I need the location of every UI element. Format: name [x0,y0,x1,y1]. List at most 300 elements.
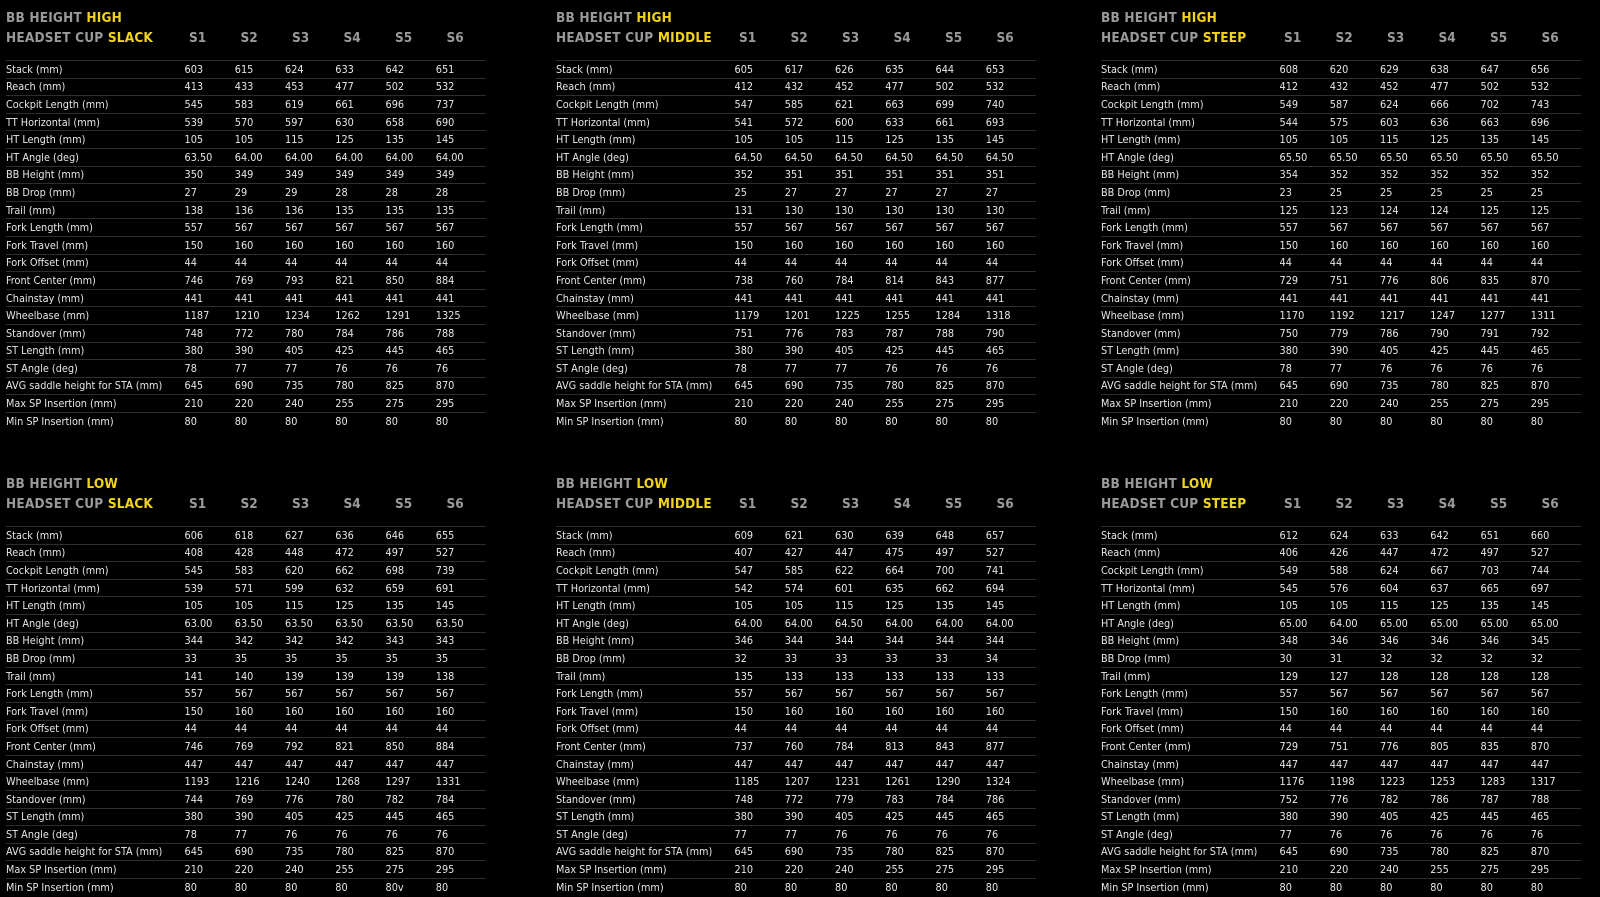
row-label: Fork Length (mm) [6,687,93,701]
cell-value: 784 [835,739,854,753]
headset-cup-value: MIDDLE [657,30,712,46]
cell-value: 567 [1530,687,1550,701]
cell-value: 77 [1279,827,1292,841]
cell-value: 690 [435,115,455,129]
cell-value: 65.00 [1480,616,1509,630]
cell-value: 884 [435,739,455,753]
cell-value: 160 [784,704,804,718]
cell-value: 835 [1480,273,1500,287]
row-label: Cockpit Length (mm) [1101,97,1204,111]
size-column-header: S3 [1387,496,1405,512]
cell-value: 63.50 [234,616,263,630]
cell-value: 619 [285,97,304,111]
cell-value: 567 [1430,221,1449,235]
geometry-table [1101,472,1581,895]
cell-value: 445 [385,810,405,824]
cell-value: 744 [1530,563,1550,577]
cell-value: 787 [1480,792,1500,806]
cell-value: 656 [1530,62,1550,76]
size-column-header: S1 [1284,30,1302,46]
table-row [6,649,486,667]
cell-value: 128 [1430,669,1449,683]
cell-value: 105 [784,133,804,147]
cell-value: 608 [1279,62,1299,76]
cell-value: 65.00 [1530,616,1559,630]
cell-value: 750 [1279,326,1299,340]
cell-value: 779 [835,792,854,806]
table-row [1101,113,1581,131]
table-row [556,60,1036,78]
cell-value: 44 [385,722,398,736]
cell-value: 44 [835,256,848,270]
cell-value: 349 [285,168,304,182]
cell-value: 125 [335,133,354,147]
cell-value: 447 [1380,546,1399,560]
cell-value: 738 [734,273,754,287]
cell-value: 160 [385,704,405,718]
table-header [556,472,1036,520]
cell-value: 557 [1279,221,1299,235]
cell-value: 780 [335,845,354,859]
cell-value: 1185 [734,775,760,789]
cell-value: 1262 [335,309,360,323]
cell-value: 624 [1329,528,1349,542]
cell-value: 870 [435,379,455,393]
cell-value: 1317 [1530,775,1556,789]
cell-value: 567 [885,221,904,235]
cell-value: 64.00 [335,150,364,164]
cell-value: 80 [784,414,798,428]
cell-value: 567 [835,221,854,235]
table-row [1101,254,1581,272]
bb-height-value: HIGH [1181,10,1217,26]
cell-value: 655 [435,528,455,542]
cell-value: 80 [784,880,798,894]
table-row [556,289,1036,307]
cell-value: 80 [1279,414,1292,428]
row-label: HT Angle (deg) [556,150,629,164]
cell-value: 790 [1430,326,1449,340]
cell-value: 452 [835,80,854,94]
cell-value: 465 [1530,810,1550,824]
table-row [1101,78,1581,96]
cell-value: 135 [935,133,955,147]
cell-value: 441 [935,291,955,305]
cell-value: 737 [435,97,455,111]
cell-value: 630 [835,528,854,542]
row-label: TT Horizontal (mm) [6,581,100,595]
cell-value: 557 [184,221,204,235]
cell-value: 275 [935,863,955,877]
cell-value: 477 [885,80,904,94]
row-label: Fork Offset (mm) [6,256,89,270]
cell-value: 760 [784,273,804,287]
cell-value: 425 [335,810,354,824]
cell-value: 576 [1329,581,1349,595]
cell-value: 447 [1380,757,1399,771]
cell-value: 447 [184,757,204,771]
cell-value: 77 [734,827,747,841]
cell-value: 35 [435,651,449,665]
table-row [6,201,486,219]
cell-value: 44 [385,256,398,270]
cell-value: 626 [835,62,854,76]
cell-value: 445 [1480,810,1500,824]
cell-value: 527 [435,546,455,560]
cell-value: 597 [285,115,304,129]
cell-value: 76 [1530,361,1544,375]
cell-value: 567 [385,221,405,235]
table-row [6,236,486,254]
headset-cup-label: HEADSET CUP SLACK [6,30,154,46]
cell-value: 33 [885,651,898,665]
cell-value: 44 [734,256,747,270]
cell-value: 125 [1279,203,1299,217]
cell-value: 642 [385,62,405,76]
cell-value: 380 [1279,810,1299,824]
cell-value: 870 [435,845,455,859]
cell-value: 502 [935,80,955,94]
row-label: ST Angle (deg) [556,827,628,841]
cell-value: 35 [335,651,348,665]
cell-value: 622 [835,563,854,577]
cell-value: 80 [935,414,948,428]
cell-value: 806 [1430,273,1449,287]
cell-value: 599 [285,581,304,595]
cell-value: 744 [184,792,204,806]
table-row [1101,684,1581,702]
row-label: BB Drop (mm) [6,651,76,665]
cell-value: 127 [1329,669,1349,683]
table-row [6,289,486,307]
cell-value: 567 [1530,221,1550,235]
cell-value: 425 [1430,810,1449,824]
cell-value: 567 [1430,687,1449,701]
cell-value: 452 [1380,80,1399,94]
headset-cup-label: HEADSET CUP STEEP [1101,30,1247,46]
cell-value: 80 [184,880,197,894]
cell-value: 618 [234,528,254,542]
cell-value: 76 [1430,827,1443,841]
cell-value: 64.50 [885,150,914,164]
cell-value: 78 [734,361,747,375]
cell-value: 843 [935,273,955,287]
size-column-header: S4 [343,30,361,46]
bb-height-label: BB HEIGHT HIGH [1101,10,1217,26]
cell-value: 80 [885,880,898,894]
cell-value: 130 [885,203,904,217]
cell-value: 821 [335,739,354,753]
cell-value: 65.00 [1279,616,1308,630]
cell-value: 760 [784,739,804,753]
cell-value: 653 [985,62,1005,76]
cell-value: 240 [285,863,304,877]
row-label: Chainstay (mm) [556,291,634,305]
cell-value: 1198 [1329,775,1355,789]
cell-value: 380 [184,344,204,358]
row-label: BB Drop (mm) [556,185,626,199]
size-column-header: S6 [996,496,1014,512]
cell-value: 1261 [885,775,910,789]
row-label: Max SP Insertion (mm) [556,397,667,411]
cell-value: 637 [1430,581,1449,595]
cell-value: 76 [985,827,999,841]
cell-value: 145 [985,133,1005,147]
size-header-row [1284,30,1593,46]
table-row [1101,394,1581,412]
cell-value: 425 [885,810,904,824]
cell-value: 624 [1380,97,1399,111]
row-label: AVG saddle height for STA (mm) [6,845,163,859]
row-label: BB Height (mm) [1101,168,1180,182]
row-label: Trail (mm) [6,669,56,683]
table-row [6,394,486,412]
cell-value: 160 [885,238,904,252]
cell-value: 752 [1279,792,1299,806]
cell-value: 412 [734,80,754,94]
cell-value: 746 [184,273,204,287]
bb-height-value: HIGH [636,10,672,26]
table-row [1101,306,1581,324]
cell-value: 545 [1279,581,1299,595]
table-row [556,78,1036,96]
cell-value: 64.50 [985,150,1014,164]
cell-value: 63.00 [184,616,213,630]
cell-value: 642 [1430,528,1449,542]
table-row [556,236,1036,254]
cell-value: 351 [935,168,955,182]
cell-value: 115 [835,599,854,613]
cell-value: 748 [734,792,754,806]
cell-value: 139 [285,669,304,683]
size-column-header: S4 [893,30,911,46]
cell-value: 76 [1530,827,1544,841]
cell-value: 80 [1380,880,1393,894]
row-label: BB Drop (mm) [1101,651,1171,665]
cell-value: 77 [285,361,298,375]
cell-value: 557 [1279,687,1299,701]
cell-value: 27 [184,185,197,199]
cell-value: 65.50 [1430,150,1459,164]
cell-value: 645 [184,845,204,859]
bb-height-label: BB HEIGHT LOW [6,476,118,492]
cell-value: 1253 [1430,775,1455,789]
cell-value: 80 [885,414,898,428]
cell-value: 27 [985,185,999,199]
cell-value: 735 [835,379,854,393]
cell-value: 160 [1430,238,1449,252]
cell-value: 441 [1480,291,1500,305]
cell-value: 220 [784,397,804,411]
size-column-header: S6 [996,30,1014,46]
cell-value: 1240 [285,775,310,789]
cell-value: 441 [435,291,455,305]
cell-value: 136 [234,203,254,217]
cell-value: 105 [184,599,204,613]
cell-value: 645 [1279,845,1299,859]
cell-value: 145 [435,599,455,613]
table-row [556,684,1036,702]
cell-value: 657 [985,528,1005,542]
cell-value: 255 [335,397,354,411]
cell-value: 295 [1530,863,1550,877]
cell-value: 780 [885,379,904,393]
cell-value: 776 [1380,739,1399,753]
cell-value: 28 [435,185,449,199]
table-row [6,306,486,324]
table-row [556,201,1036,219]
cell-value: 769 [234,273,254,287]
cell-value: 35 [385,651,398,665]
table-row [1101,667,1581,685]
table-row [556,790,1036,808]
cell-value: 567 [784,687,804,701]
cell-value: 825 [385,379,405,393]
table-row [556,359,1036,377]
cell-value: 80 [335,880,348,894]
cell-value: 133 [985,669,1005,683]
cell-value: 465 [435,344,455,358]
cell-value: 344 [184,634,204,648]
row-label: Reach (mm) [6,80,66,94]
table-row [6,614,486,632]
cell-value: 587 [1329,97,1349,111]
cell-value: 567 [285,687,304,701]
table-row [1101,579,1581,597]
table-row [6,412,486,430]
table-row [1101,342,1581,360]
cell-value: 567 [335,687,354,701]
table-row [1101,632,1581,650]
size-column-header: S6 [446,30,464,46]
cell-value: 585 [784,563,804,577]
cell-value: 80 [985,414,999,428]
size-column-header: S6 [1541,496,1559,512]
table-row [556,544,1036,562]
row-label: Trail (mm) [1101,203,1151,217]
cell-value: 621 [784,528,804,542]
cell-value: 447 [1480,757,1500,771]
table-row [6,772,486,790]
row-label: Fork Travel (mm) [556,704,639,718]
headset-cup-value: STEEP [1202,30,1247,46]
cell-value: 220 [1329,863,1349,877]
cell-value: 567 [234,687,254,701]
cell-value: 447 [985,757,1005,771]
cell-value: 128 [1530,669,1550,683]
table-row [6,130,486,148]
cell-value: 825 [385,845,405,859]
cell-value: 80 [1530,414,1544,428]
size-column-header: S6 [1541,30,1559,46]
cell-value: 115 [835,133,854,147]
cell-value: 472 [335,546,354,560]
cell-value: 150 [1279,238,1299,252]
cell-value: 135 [385,203,405,217]
cell-value: 64.00 [935,616,964,630]
cell-value: 447 [835,757,854,771]
table-body [556,60,1036,429]
row-label: AVG saddle height for STA (mm) [556,845,713,859]
row-label: ST Angle (deg) [1101,827,1173,841]
cell-value: 690 [1329,379,1349,393]
cell-value: 1187 [184,309,210,323]
cell-value: 105 [1279,599,1299,613]
cell-value: 441 [385,291,405,305]
table-row [556,737,1036,755]
cell-value: 441 [184,291,204,305]
cell-value: 660 [1530,528,1550,542]
cell-value: 497 [1480,546,1500,560]
cell-value: 348 [1279,634,1299,648]
bb-height-label: BB HEIGHT LOW [1101,476,1213,492]
row-label: Min SP Insertion (mm) [556,880,664,894]
row-label: Stack (mm) [6,62,63,76]
cell-value: 160 [234,238,254,252]
cell-value: 140 [234,669,254,683]
table-row [556,649,1036,667]
cell-value: 352 [1430,168,1449,182]
table-row [1101,649,1581,667]
cell-value: 133 [835,669,854,683]
cell-value: 639 [885,528,904,542]
size-header-row [1284,496,1593,512]
cell-value: 44 [835,722,848,736]
size-column-header: S1 [739,30,757,46]
cell-value: 65.50 [1279,150,1308,164]
table-row [1101,289,1581,307]
cell-value: 77 [234,361,248,375]
cell-value: 583 [234,97,254,111]
cell-value: 105 [1279,133,1299,147]
cell-value: 295 [435,397,455,411]
cell-value: 351 [885,168,904,182]
cell-value: 160 [335,238,354,252]
row-label: TT Horizontal (mm) [6,115,100,129]
table-row [556,755,1036,773]
cell-value: 344 [885,634,904,648]
cell-value: 567 [1480,687,1500,701]
cell-value: 884 [435,273,455,287]
size-column-header: S1 [1284,496,1302,512]
size-column-header: S2 [1335,30,1353,46]
cell-value: 737 [734,739,754,753]
size-header-row [739,496,1048,512]
row-label: Reach (mm) [6,546,66,560]
size-column-header: S3 [842,30,860,46]
cell-value: 135 [734,669,754,683]
row-label: Trail (mm) [1101,669,1151,683]
cell-value: 76 [385,827,398,841]
cell-value: 141 [184,669,204,683]
table-header [556,6,1036,54]
cell-value: 77 [1329,361,1343,375]
cell-value: 64.00 [234,150,263,164]
cell-value: 447 [435,757,455,771]
cell-value: 80 [285,880,298,894]
cell-value: 124 [1430,203,1449,217]
table-row [556,702,1036,720]
cell-value: 32 [734,651,747,665]
cell-value: 433 [234,80,254,94]
cell-value: 130 [784,203,804,217]
size-column-header: S5 [945,30,963,46]
cell-value: 160 [385,238,405,252]
table-row [6,218,486,236]
headset-cup-value: SLACK [107,496,154,512]
cell-value: 44 [985,722,999,736]
cell-value: 532 [1530,80,1550,94]
